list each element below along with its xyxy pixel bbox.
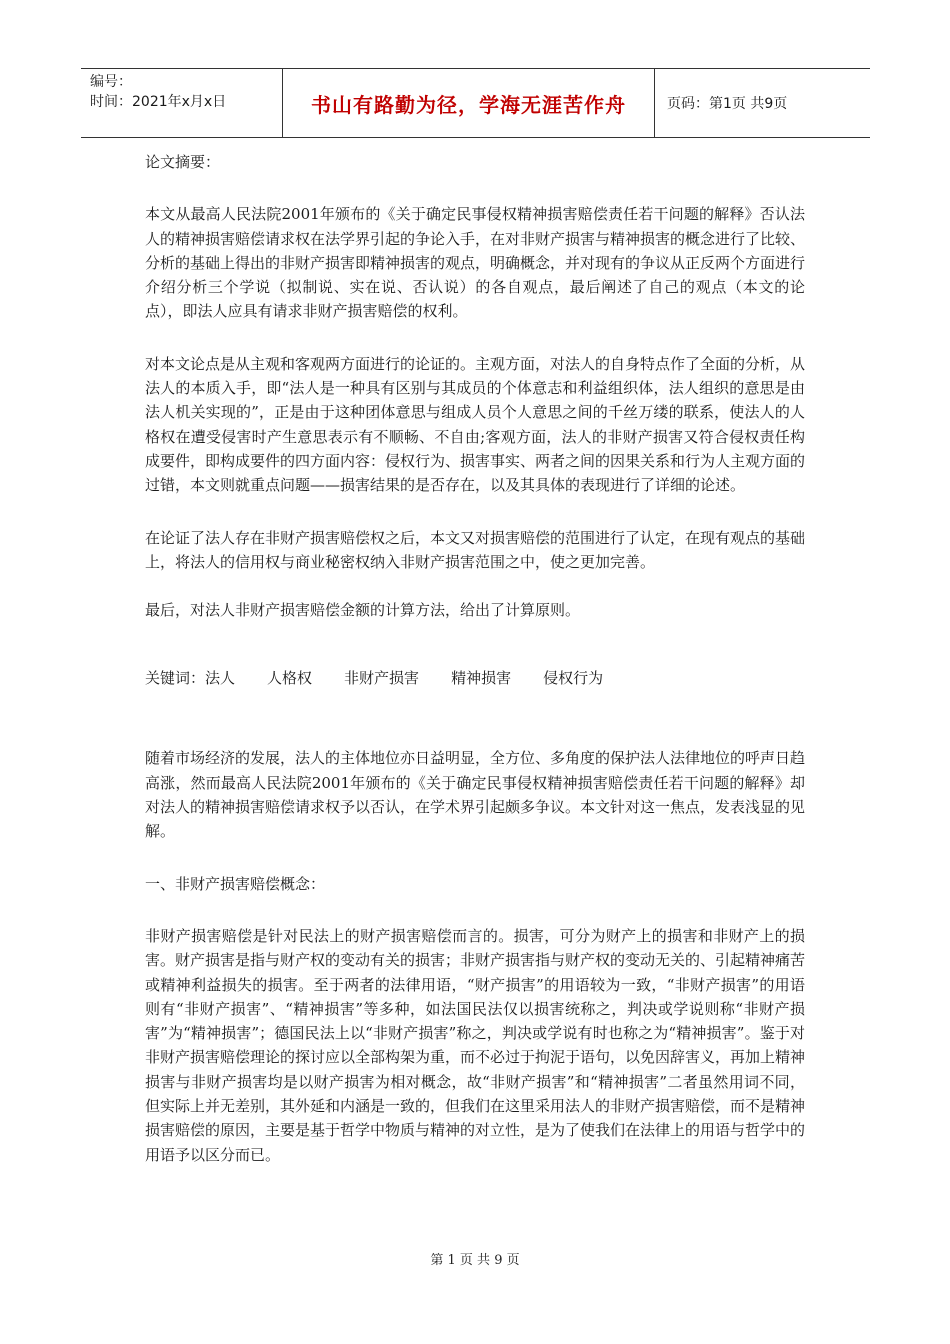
header-meta-cell bbox=[81, 69, 283, 137]
header-table bbox=[81, 68, 870, 138]
abstract-paragraph-4: 最后，对法人非财产损害赔偿金额的计算方法，给出了计算原则。 bbox=[145, 601, 581, 620]
keyword-item: 侵权行为 bbox=[543, 669, 604, 688]
keywords-label: 关键词： bbox=[145, 669, 206, 688]
abstract-paragraph-2: 对本文论点是从主观和客观两方面进行的论证的。主观方面，对法人的自身特点作了全面的分析，从法人的本质入手，即“法人是一种具有区别与其成员的个体意志和利益组织体，法人组织的意思是由法人机关实现的”，正是由于这种团体意思与组成人员个人意思之间的千丝万缕的联系，使法人的人格权在遭受侵害时产生意思表示有不顺畅、不自由;客观方面，法人的非财产损害又符合侵权责任构成要件，即构成要件的四方面内容：侵权行为、损害事实、两者之间的因果关系和行为人主观方面的过错，本文则就重点问题——损害结果的是否存在，以及其具体的表现进行了详细的论述。 bbox=[145, 354, 806, 495]
document-time-label: 时间：2021年x月x日 bbox=[90, 94, 227, 110]
page-footer: 第 1 页 共 9 页 bbox=[430, 1253, 520, 1268]
header-page-cell bbox=[655, 69, 870, 137]
abstract-paragraph-1: 本文从最高人民法院2001年颁布的《关于确定民事侵权精神损害赔偿责任若干问题的解释》否认法人的精神损害赔偿请求权在法学界引起的争论入手，在对非财产损害与精神损害的概念进行了比较、分析的基础上得出的非财产损害即精神损害的观点，明确概念，并对现有的争议从正反两个方面进行介绍分析三个学说（拟制说、实在说、否认说）的各自观点，最后阐述了自己的观点（本文的论点），即法人应具有请求非财产损害赔偿的权利。 bbox=[145, 205, 806, 321]
abstract-heading: 论文摘要： bbox=[145, 153, 221, 171]
header-page-code: 页码：第1页 共9页 bbox=[667, 96, 788, 112]
document-number-label: 编号： bbox=[90, 74, 132, 90]
header-motto: 书山有路勤为径，学海无涯苦作舟 bbox=[311, 92, 626, 117]
abstract-paragraph-3: 在论证了法人存在非财产损害赔偿权之后，本文又对损害赔偿的范围进行了认定，在现有观点的基础上，将法人的信用权与商业秘密权纳入非财产损害范围之中，使之更加完善。 bbox=[145, 528, 806, 571]
keywords-line bbox=[145, 666, 805, 690]
keyword-item: 非财产损害 bbox=[344, 669, 420, 688]
header-motto-cell bbox=[283, 69, 655, 137]
section-1-body: 非财产损害赔偿是针对民法上的财产损害赔偿而言的。损害，可分为财产上的损害和非财产上的损害。财产损害是指与财产权的变动有关的损害；非财产损害指与财产权的变动无关的、引起精神痛苦或精神利益损失的损害。至于两者的法律用语，“财产损害”的用语较为一致，“非财产损害”的用语则有“非财产损害”、“精神损害”等多种，如法国民法仅以损害统称之，判决或学说则称“非财产损害”为“精神损害”；德国民法上以“非财产损害”称之，判决或学说有时也称之为“精神损害”。鉴于对非财产损害赔偿理论的探讨应以全部构架为重，而不必过于拘泥于语句，以免因辞害义，再加上精神损害与非财产损害均是以财产损害为相对概念，故“非财产损害”和“精神损害”二者虽然用词不同，但实际上并无差别，其外延和内涵是一致的，但我们在这里采用法人的非财产损害赔偿，而不是精神损害赔偿的原因，主要是基于哲学中物质与精神的对立性，是为了使我们在法律上的用语与哲学中的用语予以区分而已。 bbox=[145, 926, 806, 1164]
keyword-item: 精神损害 bbox=[451, 669, 512, 688]
keyword-item: 人格权 bbox=[267, 669, 313, 688]
intro-paragraph: 随着市场经济的发展，法人的主体地位亦日益明显，全方位、多角度的保护法人法律地位的呼声日趋高涨，然而最高人民法院2001年颁布的《关于确定民事侵权精神损害赔偿责任若干问题的解释》却对法人的精神损害赔偿请求权予以否认，在学术界引起颇多争议。本文针对这一焦点，发表浅显的见解。 bbox=[145, 749, 806, 841]
keyword-item: 法人 bbox=[205, 669, 236, 688]
section-1-heading: 一、非财产损害赔偿概念： bbox=[145, 874, 326, 893]
document-body bbox=[145, 150, 805, 1167]
